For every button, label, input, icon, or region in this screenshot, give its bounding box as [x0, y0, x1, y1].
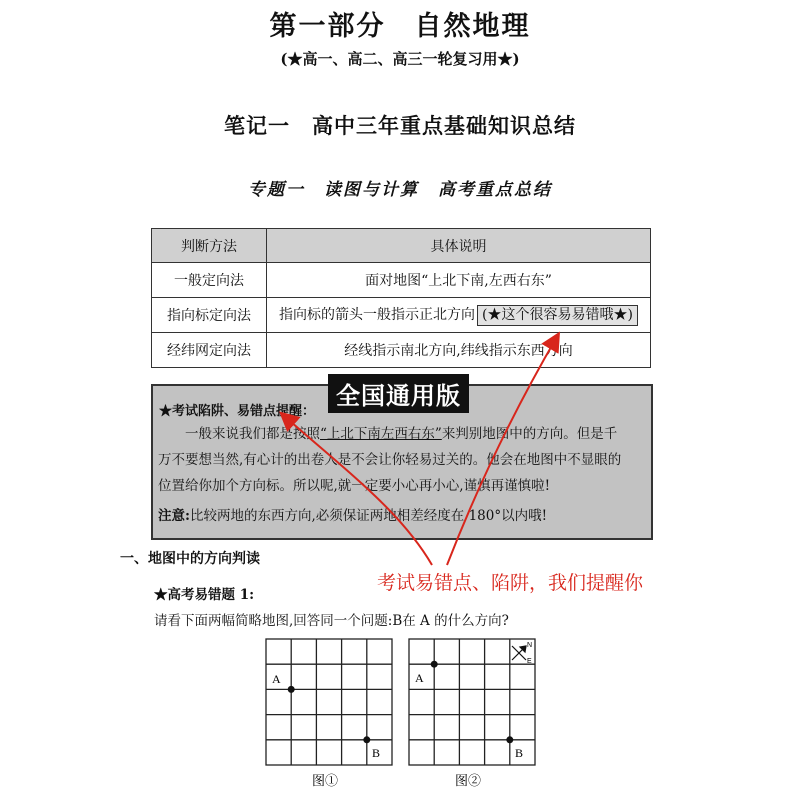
warning-line-2: 万不要想当然,有心计的出卷人是不会让你轻易过关的。他会在地图中不显眼的: [158, 452, 622, 468]
red-arrow-to-table: [447, 335, 558, 565]
edition-badge: 全国通用版: [328, 374, 469, 413]
point-b: [363, 736, 370, 743]
compass-e: E: [527, 658, 532, 665]
warning-line-3: 位置给你加个方向标。所以呢,就一定要小心再小心,谨慎再谨慎啦!: [158, 478, 551, 494]
red-arrow-to-warning: [282, 414, 432, 565]
warning-text: 来判别地图中的方向。但是千: [441, 426, 618, 442]
table-cell-method: 指向标定向法: [152, 298, 267, 333]
figure-1-caption: 图①: [312, 774, 339, 789]
warning-quote: “上北下南左西右东”: [320, 426, 442, 442]
topic-title: 专题一 读图与计算 高考重点总结: [248, 180, 552, 200]
table-cell-desc: 经线指示南北方向,纬线指示东西方向: [267, 333, 651, 368]
note-label: 注意:: [158, 508, 190, 524]
emphasis-box: (★这个很容易易错哦★): [477, 305, 638, 326]
question-label: ★高考易错题 1:: [154, 587, 255, 603]
table-header-desc: 具体说明: [267, 229, 651, 263]
compass-n: N: [527, 642, 533, 649]
section-heading: 一、地图中的方向判读: [120, 551, 260, 567]
red-annotation: 考试易错点、陷阱，我们提醒你: [377, 572, 644, 594]
figure-1-label-a: A: [272, 672, 281, 686]
question-text: 请看下面两幅简略地图,回答同一个问题:B在 A 的什么方向?: [154, 613, 509, 629]
point-a: [288, 686, 295, 693]
point-b: [506, 736, 513, 743]
compass-icon: [512, 646, 526, 660]
table-cell-method: 经纬网定向法: [152, 333, 267, 368]
warning-title: ★考试陷阱、易错点提醒：: [159, 404, 316, 419]
figure-2-caption: 图②: [455, 774, 482, 789]
figure-2-label-a: A: [415, 671, 424, 685]
figure-2-grid-map: [405, 635, 547, 797]
point-a: [431, 661, 438, 668]
table-cell-desc: 面对地图“上北下南,左西右东”: [267, 263, 651, 298]
figure-1-label-b: B: [372, 746, 381, 760]
page-title: 第一部分 自然地理: [269, 11, 531, 42]
table-cell-desc-text: 指向标的箭头一般指示正北方向: [279, 307, 476, 323]
figure-2-label-b: B: [515, 746, 524, 760]
note-title: 笔记一 高中三年重点基础知识总结: [224, 113, 576, 138]
table-cell-method: 一般定向法: [152, 263, 267, 298]
figure-1-grid-map: [262, 635, 404, 797]
note-text: 比较两地的东西方向,必须保证两地相差经度在 180°以内哦!: [189, 508, 548, 524]
page-subtitle: (★高一、高二、高三一轮复习用★): [280, 50, 520, 68]
warning-text: 一般来说我们都是按照: [185, 426, 320, 442]
table-header-method: 判断方法: [152, 229, 267, 263]
